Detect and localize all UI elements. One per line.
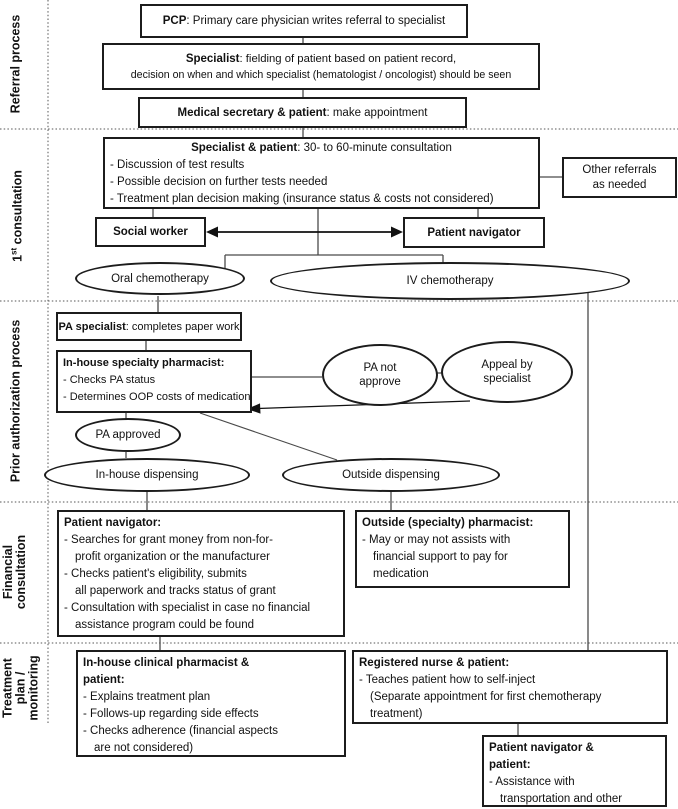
- oral-chemo-label: Oral chemotherapy: [111, 272, 209, 285]
- oral-chemo-ellipse: [75, 262, 245, 295]
- registered-nurse-line: (Separate appointment for first chemotherapy: [370, 691, 602, 703]
- consultation-box: [103, 137, 540, 209]
- navigator-patient-box: [482, 735, 667, 807]
- clinical-pharmacist-box: [76, 650, 346, 757]
- specialty-pharmacist-bullet: - Checks PA status: [63, 374, 156, 386]
- consultation-bullet: - Treatment plan decision making (insurance status & costs not considered): [110, 193, 494, 205]
- consultation-bullet: - Possible decision on further tests needed: [110, 176, 328, 188]
- specialist-text-line2: decision on when and which specialist (hematologist / oncologist) should be seen: [130, 68, 512, 81]
- outside-dispensing-label: Outside dispensing: [342, 469, 440, 481]
- pa-specialist-box: [56, 312, 242, 341]
- financial-navigator-line: - Consultation with specialist in case no financial: [64, 602, 311, 614]
- financial-navigator-line: assistance program could be found: [75, 619, 254, 631]
- consultation-title: Specialist & patient: 30- to 60-minute consultation: [191, 142, 452, 154]
- lane-label-text: Treatment: [0, 658, 15, 718]
- pa-not-approve-line1: PA not: [363, 362, 397, 374]
- lane-label-text: monitoring: [26, 655, 41, 721]
- pa-approved-label: PA approved: [95, 429, 161, 441]
- other-referrals-line1: Other referrals: [582, 163, 657, 176]
- inhouse-dispensing-ellipse: [44, 458, 250, 492]
- outside-pharmacist-title: Outside (specialty) pharmacist:: [362, 517, 534, 529]
- outside-dispensing-ellipse: [282, 458, 500, 492]
- pcp-text: PCP: Primary care physician writes referral to specialist: [162, 15, 446, 27]
- specialist-text-line1: Specialist: fielding of patient based on patient record,: [185, 52, 457, 65]
- iv-chemo-label: IV chemotherapy: [406, 275, 494, 287]
- secretary-text: Medical secretary & patient: make appointment: [177, 106, 428, 119]
- consultation-bullet: - Discussion of test results: [110, 159, 245, 171]
- outside-pharmacist-line: - May or may not assists with: [362, 534, 511, 546]
- appeal-line2: specialist: [483, 373, 531, 385]
- connector-line: [200, 413, 337, 460]
- patient-navigator-box: [403, 217, 545, 248]
- lane-label-text: consultation: [14, 534, 28, 610]
- pcp-box: [140, 4, 468, 38]
- lane-label-text: Financial: [1, 544, 15, 600]
- medical-secretary-box: [138, 97, 467, 128]
- financial-navigator-line: - Searches for grant money from non-for-: [64, 534, 273, 546]
- outside-pharmacist-line: medication: [373, 568, 429, 580]
- lane-label-first-consultation: [7, 170, 24, 262]
- outside-pharmacist-box: [355, 510, 570, 588]
- clinical-pharmacist-line: - Explains treatment plan: [83, 691, 211, 703]
- outside-pharmacist-line: financial support to pay for: [373, 551, 508, 563]
- specialty-pharmacist-box: [56, 350, 252, 413]
- registered-nurse-box: [352, 650, 668, 724]
- pa-approved-ellipse: [75, 418, 181, 452]
- specialist-box: [102, 43, 540, 90]
- lane-label-treatment-plan: [2, 655, 41, 720]
- lane-label-financial-consultation: [2, 535, 28, 609]
- navigator-patient-title: patient:: [489, 759, 531, 771]
- lane-label-referral-process: [10, 15, 23, 114]
- arrowhead-left: [206, 227, 218, 238]
- clinical-pharmacist-title: patient:: [83, 674, 125, 686]
- registered-nurse-title: Registered nurse & patient:: [359, 657, 510, 669]
- iv-chemo-ellipse: [270, 262, 630, 300]
- inhouse-dispensing-label: In-house dispensing: [95, 469, 199, 481]
- social-worker-box: [95, 217, 206, 247]
- navigator-patient-title: Patient navigator &: [489, 742, 594, 754]
- pa-not-approve-ellipse: [322, 344, 438, 406]
- financial-navigator-line: all paperwork and tracks status of grant: [75, 585, 276, 597]
- appeal-by-specialist-ellipse: [441, 341, 573, 403]
- patient-navigator-label: Patient navigator: [427, 226, 521, 239]
- lane-label-text: 1st consultation: [9, 170, 25, 262]
- pa-specialist-text: PA specialist: completes paper work: [58, 320, 240, 333]
- lane-label-prior-authorization: [10, 320, 23, 483]
- lane-label-text: Prior authorization process: [8, 319, 23, 483]
- financial-navigator-line: - Checks patient's eligibility, submits: [64, 568, 247, 580]
- clinical-pharmacist-line: - Follows-up regarding side effects: [83, 708, 259, 720]
- pa-not-approve-line2: approve: [359, 376, 401, 388]
- social-worker-label: Social worker: [113, 226, 188, 238]
- lane-label-text: Referral process: [8, 14, 23, 114]
- navigator-patient-line: - Assistance with: [489, 776, 575, 788]
- lane-label-text: plan /: [13, 671, 28, 705]
- registered-nurse-line: - Teaches patient how to self-inject: [359, 674, 536, 686]
- arrowhead-right: [391, 227, 403, 238]
- specialty-pharmacist-bullet: - Determines OOP costs of medication: [63, 391, 251, 403]
- appeal-line1: Appeal by: [481, 359, 533, 371]
- other-referrals-box: [562, 157, 677, 198]
- navigator-patient-line: transportation and other: [500, 793, 623, 805]
- financial-navigator-title: Patient navigator:: [64, 517, 162, 529]
- other-referrals-line2: as needed: [592, 178, 647, 191]
- specialty-pharmacist-title: In-house specialty pharmacist:: [63, 357, 225, 369]
- clinical-pharmacist-title: In-house clinical pharmacist &: [83, 657, 250, 669]
- financial-navigator-line: profit organization or the manufacturer: [75, 551, 270, 563]
- registered-nurse-line: treatment): [370, 708, 423, 720]
- financial-navigator-box: [57, 510, 345, 637]
- clinical-pharmacist-line: are not considered): [94, 742, 194, 754]
- clinical-pharmacist-line: - Checks adherence (financial aspects: [83, 725, 278, 737]
